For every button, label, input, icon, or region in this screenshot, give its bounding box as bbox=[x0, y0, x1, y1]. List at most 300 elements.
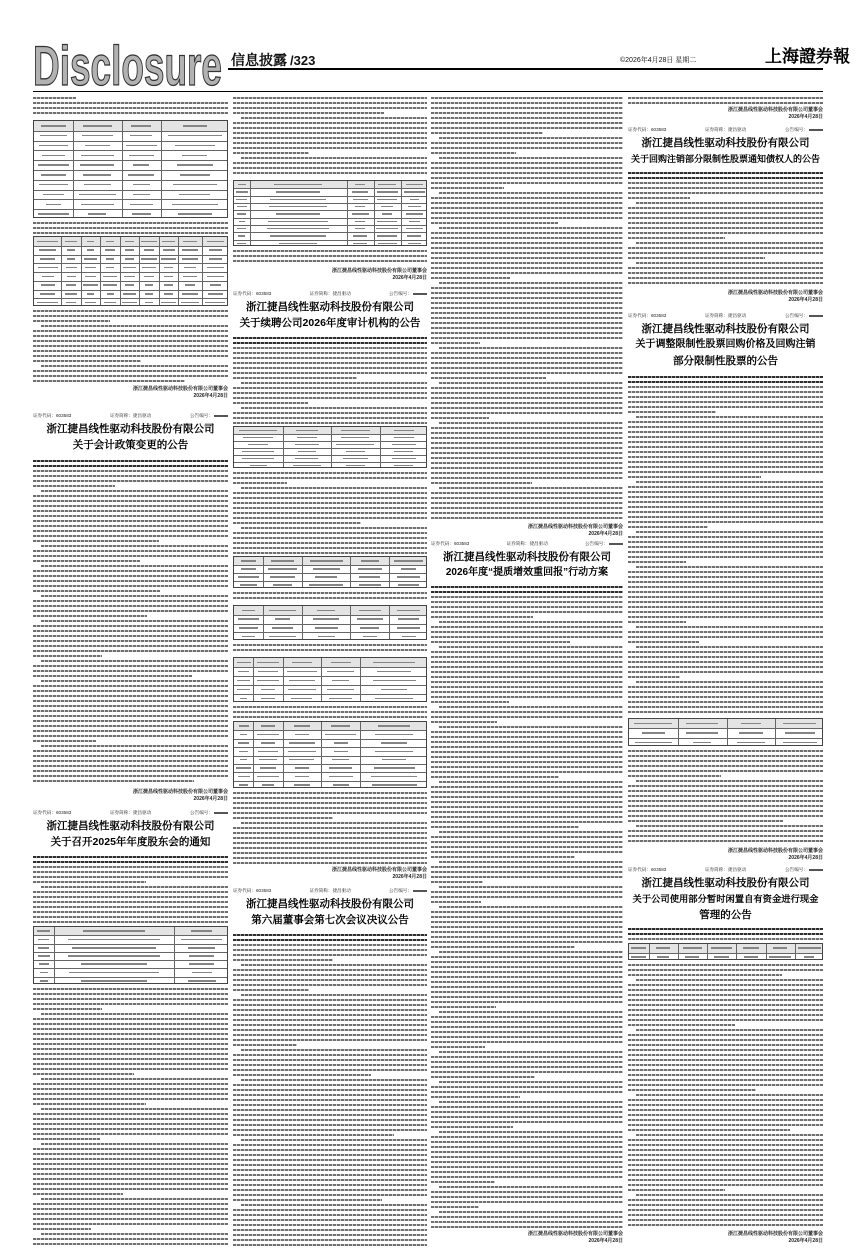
table-cell-text bbox=[209, 249, 223, 251]
text-line bbox=[628, 252, 823, 254]
text-line bbox=[233, 512, 427, 514]
table-column-rule bbox=[302, 606, 303, 639]
table-cell-text bbox=[363, 636, 377, 638]
table-cell-text bbox=[269, 636, 296, 638]
text-line bbox=[431, 1031, 623, 1033]
table-cell-text bbox=[313, 568, 340, 570]
text-line bbox=[233, 1069, 427, 1071]
table-row-rule bbox=[234, 685, 426, 686]
table-cell-text bbox=[239, 627, 258, 629]
table-row-rule bbox=[234, 441, 426, 442]
text-line bbox=[233, 102, 427, 104]
page-number: /323 bbox=[290, 53, 316, 68]
text-line bbox=[33, 916, 228, 918]
text-line bbox=[439, 726, 623, 728]
table-column-rule bbox=[283, 722, 284, 787]
text-line bbox=[628, 1224, 823, 1226]
table-cell-text bbox=[267, 228, 330, 230]
text-line bbox=[431, 691, 623, 693]
text-line bbox=[628, 666, 823, 668]
table-cell-text bbox=[126, 145, 157, 147]
table-cell-text bbox=[189, 955, 214, 957]
text-line bbox=[431, 307, 623, 309]
notice-number-label: 公告编号： bbox=[190, 413, 213, 418]
text-line bbox=[628, 1184, 823, 1186]
table-cell-text bbox=[87, 241, 94, 243]
company-name-title: 浙江捷昌线性驱动科技股份有限公司 bbox=[246, 301, 414, 313]
text-line bbox=[33, 1043, 228, 1045]
table-cell-text bbox=[210, 284, 221, 286]
table-cell-text bbox=[66, 267, 77, 269]
table-cell-text bbox=[188, 947, 216, 949]
table-cell-text bbox=[406, 213, 423, 215]
text-line bbox=[33, 1063, 228, 1065]
table-cell-text bbox=[125, 241, 134, 243]
table-cell-text bbox=[378, 184, 396, 186]
notice-number bbox=[190, 412, 228, 420]
text-line bbox=[33, 1238, 228, 1240]
table-column-rule bbox=[174, 927, 175, 983]
text-line bbox=[431, 1021, 623, 1023]
text-line bbox=[241, 382, 427, 384]
text-line bbox=[628, 999, 823, 1001]
text-line bbox=[628, 1069, 823, 1071]
text-line bbox=[33, 520, 228, 522]
table-row-rule bbox=[234, 694, 426, 695]
body-text-block bbox=[233, 336, 427, 424]
table-cell-text bbox=[238, 184, 246, 186]
text-line bbox=[33, 1008, 102, 1010]
text-line bbox=[33, 896, 228, 898]
table-row-rule bbox=[234, 203, 426, 204]
table-cell-text bbox=[275, 618, 290, 620]
text-line bbox=[33, 665, 228, 667]
table-cell-text bbox=[292, 662, 312, 664]
text-line bbox=[33, 485, 115, 487]
table-cell-text bbox=[804, 956, 814, 958]
text-line bbox=[33, 710, 228, 712]
table-column-rule bbox=[795, 944, 796, 959]
text-line bbox=[33, 615, 147, 617]
text-line bbox=[636, 242, 823, 244]
text-line bbox=[33, 730, 228, 732]
table-row-rule bbox=[34, 298, 227, 299]
text-line bbox=[431, 267, 623, 269]
text-line bbox=[33, 1048, 228, 1050]
body-text-block bbox=[233, 471, 427, 554]
table-cell-text bbox=[359, 610, 380, 612]
text-line bbox=[628, 456, 823, 458]
text-line bbox=[431, 636, 623, 638]
text-line bbox=[233, 492, 427, 494]
table-cell-text bbox=[375, 734, 413, 736]
table-cell-text bbox=[394, 430, 414, 432]
text-line bbox=[431, 117, 623, 119]
table-cell-text bbox=[358, 568, 382, 570]
notice-number-value bbox=[214, 812, 228, 814]
text-line bbox=[431, 362, 623, 364]
table-cell-text bbox=[180, 174, 210, 176]
table-cell-text bbox=[41, 125, 67, 127]
text-line bbox=[431, 352, 623, 354]
text-line bbox=[431, 447, 623, 449]
text-line bbox=[233, 711, 427, 713]
table-cell-text bbox=[182, 155, 207, 157]
table-cell-text bbox=[132, 213, 151, 215]
body-text-block bbox=[33, 96, 228, 118]
data-table bbox=[233, 180, 427, 246]
text-line bbox=[431, 851, 623, 853]
sign-date: 2026年4月28日 bbox=[788, 114, 823, 120]
table-column-rule bbox=[302, 557, 303, 587]
text-line bbox=[431, 1136, 623, 1138]
table-cell-text bbox=[185, 284, 195, 286]
text-line bbox=[33, 525, 228, 527]
text-line bbox=[233, 1019, 427, 1021]
text-line bbox=[431, 247, 623, 249]
table-cell-text bbox=[394, 465, 413, 467]
text-line bbox=[431, 1056, 623, 1058]
text-line bbox=[233, 412, 427, 414]
text-line bbox=[431, 1071, 623, 1073]
text-line bbox=[241, 487, 427, 489]
notice-title: 关于续聘公司2026年度审计机构的公告 bbox=[239, 317, 421, 329]
table-cell-text bbox=[124, 276, 135, 278]
text-line bbox=[628, 1159, 823, 1161]
table-cell-text bbox=[360, 627, 379, 629]
text-line bbox=[431, 512, 623, 514]
table-cell-text bbox=[288, 751, 317, 753]
text-line bbox=[628, 790, 823, 792]
text-line bbox=[431, 766, 623, 768]
text-line bbox=[628, 391, 823, 393]
text-line bbox=[431, 796, 623, 798]
table-row-rule bbox=[629, 738, 822, 739]
table-cell-text bbox=[39, 249, 56, 251]
text-line bbox=[431, 801, 623, 803]
text-line bbox=[431, 252, 623, 254]
text-line bbox=[431, 97, 623, 99]
text-line bbox=[628, 581, 823, 583]
data-table bbox=[33, 926, 228, 984]
table-cell-text bbox=[123, 293, 135, 295]
table-row-rule bbox=[34, 944, 227, 945]
text-line bbox=[431, 432, 623, 434]
text-line bbox=[233, 969, 427, 971]
table-cell-text bbox=[142, 267, 156, 269]
text-line bbox=[431, 966, 623, 968]
text-line bbox=[628, 561, 686, 563]
text-line bbox=[33, 760, 228, 762]
text-line bbox=[33, 222, 228, 224]
table-row-rule bbox=[234, 188, 426, 189]
table-cell-text bbox=[40, 972, 48, 974]
table-cell-text bbox=[144, 249, 154, 251]
table-column-rule bbox=[321, 722, 322, 787]
table-column-rule bbox=[374, 181, 375, 245]
text-line bbox=[628, 1099, 823, 1101]
text-line bbox=[33, 495, 228, 497]
text-line bbox=[628, 272, 823, 274]
table-row-rule bbox=[34, 960, 227, 961]
table-cell-text bbox=[83, 284, 98, 286]
text-line bbox=[628, 521, 823, 523]
text-line bbox=[636, 566, 823, 568]
text-line bbox=[431, 806, 623, 808]
text-line bbox=[431, 167, 623, 169]
text-line bbox=[431, 442, 623, 444]
notice-number bbox=[785, 312, 823, 320]
text-line bbox=[33, 1123, 228, 1125]
text-line bbox=[628, 706, 823, 708]
table-row-rule bbox=[234, 667, 426, 668]
notice-number-value bbox=[809, 129, 823, 131]
text-line bbox=[33, 645, 228, 647]
text-line bbox=[431, 681, 623, 683]
text-line bbox=[431, 1196, 623, 1198]
text-line bbox=[233, 1239, 427, 1241]
table-cell-text bbox=[37, 241, 58, 243]
text-line bbox=[233, 392, 427, 394]
text-line bbox=[431, 1176, 623, 1178]
text-line bbox=[628, 750, 823, 752]
text-line bbox=[431, 1206, 479, 1208]
table-cell-text bbox=[39, 184, 67, 186]
text-line bbox=[41, 1078, 228, 1080]
table-cell-text bbox=[40, 258, 54, 260]
text-line bbox=[233, 1149, 427, 1151]
text-line bbox=[431, 112, 623, 114]
stock-code: 证券代码：603583 bbox=[628, 313, 667, 318]
text-line bbox=[233, 597, 427, 599]
text-line bbox=[431, 921, 623, 923]
stock-abbreviation: 证券简称：捷昌驱动 bbox=[704, 127, 747, 132]
text-line bbox=[628, 461, 823, 463]
table-cell-text bbox=[359, 584, 381, 586]
text-line bbox=[628, 1144, 823, 1146]
text-line bbox=[628, 1119, 823, 1121]
text-line bbox=[431, 641, 570, 643]
body-text-block bbox=[33, 221, 228, 234]
table-cell-text bbox=[327, 689, 354, 691]
company-name-title: 浙江捷昌线性驱动科技股份有限公司 bbox=[641, 323, 810, 335]
table-cell-text bbox=[372, 784, 417, 786]
text-line bbox=[233, 1179, 427, 1181]
table-cell-text bbox=[81, 155, 115, 157]
table-column-rule bbox=[649, 944, 650, 959]
text-line bbox=[233, 1039, 427, 1041]
text-line bbox=[233, 949, 427, 951]
table-row-rule bbox=[234, 196, 426, 197]
text-line bbox=[233, 377, 357, 379]
text-line bbox=[628, 1034, 823, 1036]
text-line bbox=[241, 994, 427, 996]
text-line bbox=[431, 991, 623, 993]
table-cell-text bbox=[375, 751, 414, 753]
table-cell-text bbox=[164, 284, 174, 286]
table-cell-text bbox=[352, 191, 367, 193]
text-line bbox=[233, 112, 384, 114]
table-row-rule bbox=[34, 190, 227, 191]
text-line bbox=[636, 531, 823, 533]
table-cell-text bbox=[106, 267, 114, 269]
text-line bbox=[41, 545, 228, 547]
text-line bbox=[431, 696, 623, 698]
table-cell-text bbox=[392, 458, 416, 460]
text-line bbox=[233, 842, 427, 844]
table-cell-text bbox=[376, 228, 398, 230]
issue-date: ©2026年4月28日 星期二 bbox=[620, 57, 697, 64]
text-line bbox=[628, 282, 823, 284]
text-line bbox=[431, 207, 623, 209]
text-line bbox=[33, 891, 228, 893]
table-cell-text bbox=[346, 451, 365, 453]
text-line bbox=[628, 760, 823, 762]
text-line bbox=[33, 765, 228, 767]
text-line bbox=[628, 247, 823, 249]
text-line bbox=[431, 367, 623, 369]
notice-number-value bbox=[809, 869, 823, 871]
text-line bbox=[33, 97, 76, 99]
table-cell-text bbox=[375, 698, 412, 700]
text-line bbox=[628, 556, 823, 558]
text-line bbox=[41, 1198, 228, 1200]
table-row-rule bbox=[34, 281, 227, 282]
table-cell-text bbox=[173, 184, 217, 186]
text-line bbox=[628, 770, 823, 772]
table-cell-text bbox=[83, 174, 111, 176]
text-line bbox=[636, 979, 823, 981]
text-line bbox=[431, 177, 623, 179]
text-line bbox=[628, 691, 823, 693]
text-line bbox=[33, 510, 228, 512]
text-line bbox=[233, 397, 427, 399]
signature-block bbox=[431, 524, 623, 538]
text-line bbox=[431, 1046, 485, 1048]
text-line bbox=[431, 342, 480, 344]
table-cell-text bbox=[241, 568, 255, 570]
text-line bbox=[33, 1068, 228, 1070]
text-line bbox=[431, 611, 623, 613]
table-row-rule bbox=[34, 263, 227, 264]
text-line bbox=[431, 716, 623, 718]
table-cell-text bbox=[129, 155, 154, 157]
table-cell-text bbox=[686, 723, 718, 725]
table-row-rule bbox=[234, 756, 426, 757]
text-line bbox=[431, 172, 623, 174]
text-line bbox=[628, 1049, 823, 1051]
table-column-rule bbox=[263, 557, 264, 587]
table-row-rule bbox=[234, 448, 426, 449]
text-line bbox=[439, 861, 623, 863]
table-cell-text bbox=[353, 199, 368, 201]
text-line bbox=[33, 866, 228, 868]
table-cell-text bbox=[276, 191, 321, 193]
text-line bbox=[33, 700, 228, 702]
signer: 浙江捷昌线性驱动科技股份有限公司董事会 bbox=[132, 386, 228, 392]
table-cell-text bbox=[125, 258, 134, 260]
table-cell-text bbox=[183, 276, 197, 278]
table-row-rule bbox=[234, 434, 426, 435]
data-table bbox=[233, 721, 427, 788]
table-row-rule bbox=[34, 968, 227, 969]
table-cell-text bbox=[188, 980, 216, 982]
table-cell-text bbox=[711, 947, 732, 949]
text-line bbox=[233, 507, 427, 509]
text-line bbox=[628, 1204, 823, 1206]
data-table bbox=[233, 426, 427, 468]
text-line bbox=[431, 517, 623, 519]
text-line bbox=[628, 501, 823, 503]
text-line bbox=[628, 376, 823, 378]
table-column-rule bbox=[775, 719, 776, 745]
section-name: 信息披露 bbox=[231, 52, 287, 68]
table-row-rule bbox=[34, 170, 227, 171]
text-line bbox=[431, 212, 623, 214]
table-cell-text bbox=[40, 135, 67, 137]
text-line bbox=[233, 817, 333, 819]
text-line bbox=[628, 516, 823, 518]
text-line bbox=[233, 1084, 427, 1086]
table-cell-text bbox=[394, 560, 423, 562]
table-cell-text bbox=[238, 742, 249, 744]
text-line bbox=[233, 1074, 371, 1076]
text-line bbox=[628, 381, 823, 383]
text-line bbox=[628, 1104, 823, 1106]
text-line bbox=[628, 1014, 823, 1016]
table-cell-text bbox=[239, 751, 248, 753]
text-line bbox=[431, 1161, 623, 1163]
text-line bbox=[233, 1119, 427, 1121]
text-line bbox=[431, 936, 623, 938]
table-cell-text bbox=[81, 980, 147, 982]
text-line bbox=[233, 1099, 427, 1101]
notice-number-value bbox=[413, 890, 427, 892]
text-line bbox=[33, 540, 159, 542]
text-line bbox=[431, 427, 623, 429]
table-cell-text bbox=[125, 249, 135, 251]
table-cell-text bbox=[783, 742, 817, 744]
table-cell-text bbox=[65, 293, 76, 295]
text-line bbox=[233, 592, 427, 594]
text-line bbox=[431, 871, 623, 873]
table-cell-text bbox=[268, 568, 297, 570]
text-line bbox=[628, 546, 823, 548]
table-cell-text bbox=[276, 213, 319, 215]
text-line bbox=[431, 187, 504, 189]
text-line bbox=[33, 1148, 228, 1150]
text-line bbox=[33, 340, 228, 342]
text-line bbox=[431, 152, 516, 154]
table-column-rule bbox=[159, 237, 160, 305]
text-line bbox=[233, 482, 287, 484]
text-line bbox=[628, 775, 721, 777]
table-cell-text bbox=[242, 636, 255, 638]
text-line bbox=[431, 387, 623, 389]
table-cell-text bbox=[189, 963, 214, 965]
table-column-rule bbox=[61, 237, 62, 305]
table-column-rule bbox=[380, 427, 381, 467]
text-line bbox=[233, 1194, 427, 1196]
table-cell-text bbox=[382, 759, 407, 761]
text-line bbox=[33, 876, 228, 878]
text-line bbox=[33, 580, 228, 582]
text-line bbox=[431, 721, 497, 723]
text-line bbox=[431, 1036, 623, 1038]
text-line bbox=[431, 327, 623, 329]
text-line bbox=[628, 1149, 823, 1151]
text-line bbox=[431, 1116, 623, 1118]
